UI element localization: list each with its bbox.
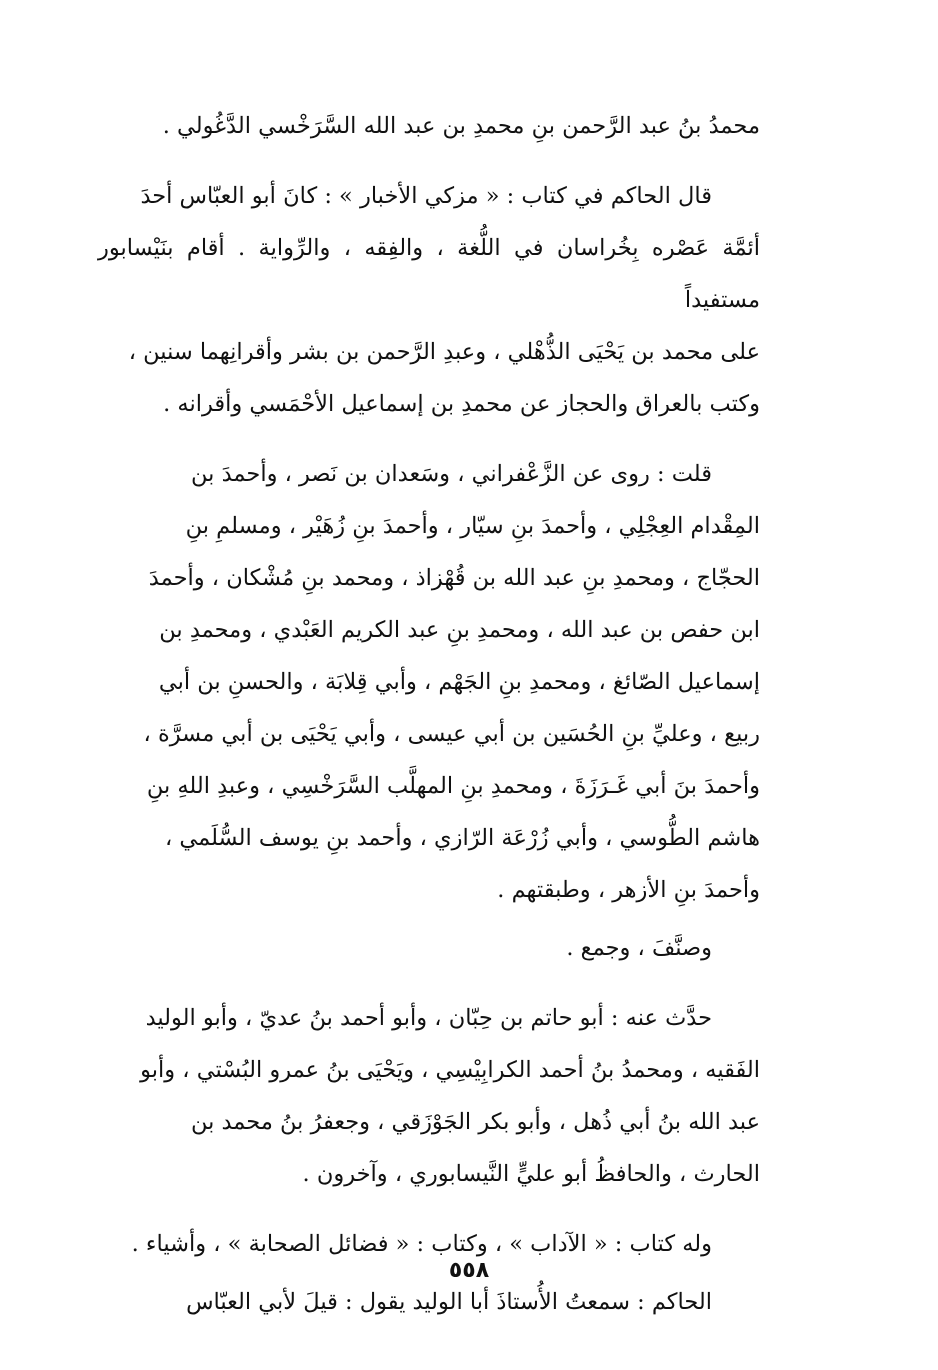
text-line: على محمد بن يَحْيَى الذُّهْلي ، وعبدِ الرَّحمن بن بشر وأقرانِهما سنين ، (128, 339, 760, 365)
paragraph-compiled (98, 922, 760, 974)
text-line: أئمَّة عَصْره بِخُراسان في اللُّغة ، والفِقه ، والرِّواية . أقام بنَيْسابور مستفيداً (98, 235, 760, 313)
text-line: ابن حفص بن عبد الله ، ومحمدِ بنِ عبد الكريم العَبْدي ، ومحمدِ بن (159, 617, 760, 643)
text-line: وصنَّفَ ، وجمع . (566, 935, 712, 961)
paragraph-narrators-from (98, 448, 760, 916)
paragraph-narrated-by (98, 992, 760, 1200)
text-line: وله كتاب : « الآداب » ، وكتاب : « فضائل الصحابة » ، وأشياء . (131, 1231, 712, 1257)
text-line: ربيع ، وعليِّ بنِ الحُسَين بن أبي عيسى ، وأبي يَحْيَى بن أبي مسرَّة ، (143, 721, 760, 747)
text-line: هاشم الطُّوسي ، وأبي زُرْعَة الرّازي ، وأحمد بنِ يوسف السُّلَمي ، (164, 825, 760, 851)
page-number: ٥٥٨ (448, 1258, 490, 1283)
text-line: الفَقيه ، ومحمدُ بنُ أحمد الكرابِيْسِي ، ويَحْيَى بنُ عمرو البُسْتي ، وأبو (140, 1057, 760, 1083)
text-line: محمدُ بنُ عبد الرَّحمن بنِ محمدِ بن عبد الله السَّرَخْسي الدَّغُولي . (162, 113, 760, 139)
text-line: وكتب بالعراق والحجاز عن محمدِ بن إسماعيل الأحْمَسي وأقرانه . (163, 391, 760, 417)
page-body (98, 100, 760, 1328)
text-line: إسماعيل الصّائغ ، ومحمدِ بنِ الجَهْم ، وأبي قِلابَة ، والحسنِ بن أبي (158, 669, 760, 695)
paragraph-mizzi-quote (98, 170, 760, 430)
text-line: وأحمدَ بنِ الأزهر ، وطبقتهم . (497, 877, 760, 903)
text-line: وأحمدَ بنَ أبي غَـرَزَةَ ، ومحمدِ بنِ المهلَّب السَّرَخْسِي ، وعبدِ اللهِ بنِ (146, 773, 760, 799)
text-line: قال الحاكم في كتاب : « مزكي الأخبار » : كانَ أبو العبّاس أحدَ (140, 183, 712, 209)
text-line: حدَّث عنه : أبو حاتم بن حِبّان ، وأبو أحمد بنُ عديّ ، وأبو الوليد (145, 1005, 712, 1031)
text-line: عبد الله بنُ أبي ذُهل ، وأبو بكر الجَوْزَقي ، وجعفرُ بنُ محمد بن (190, 1109, 760, 1135)
text-line: الحاكم : سمعتُ الأُستاذَ أبا الوليد يقول : قيلَ لأبي العبّاس (186, 1289, 712, 1315)
paragraph-hakim (98, 1276, 760, 1328)
text-line: الحارث ، والحافظُ أبو عليٍّ النَّيسابوري ، وآخرون . (302, 1161, 760, 1187)
text-line: قلت : روى عن الزَّعْفراني ، وسَعدان بن نَصر ، وأحمدَ بن (191, 461, 712, 487)
text-line: المِقْدام العِجْلِي ، وأحمدَ بنِ سيّار ، وأحمدَ بنِ زُهَيْر ، ومسلمِ بنِ (185, 513, 760, 539)
heading-line (98, 100, 760, 152)
text-line: الحجّاج ، ومحمدِ بنِ عبد الله بن قُهْزاذ ، ومحمد بنِ مُشْكان ، وأحمدَ (148, 565, 760, 591)
